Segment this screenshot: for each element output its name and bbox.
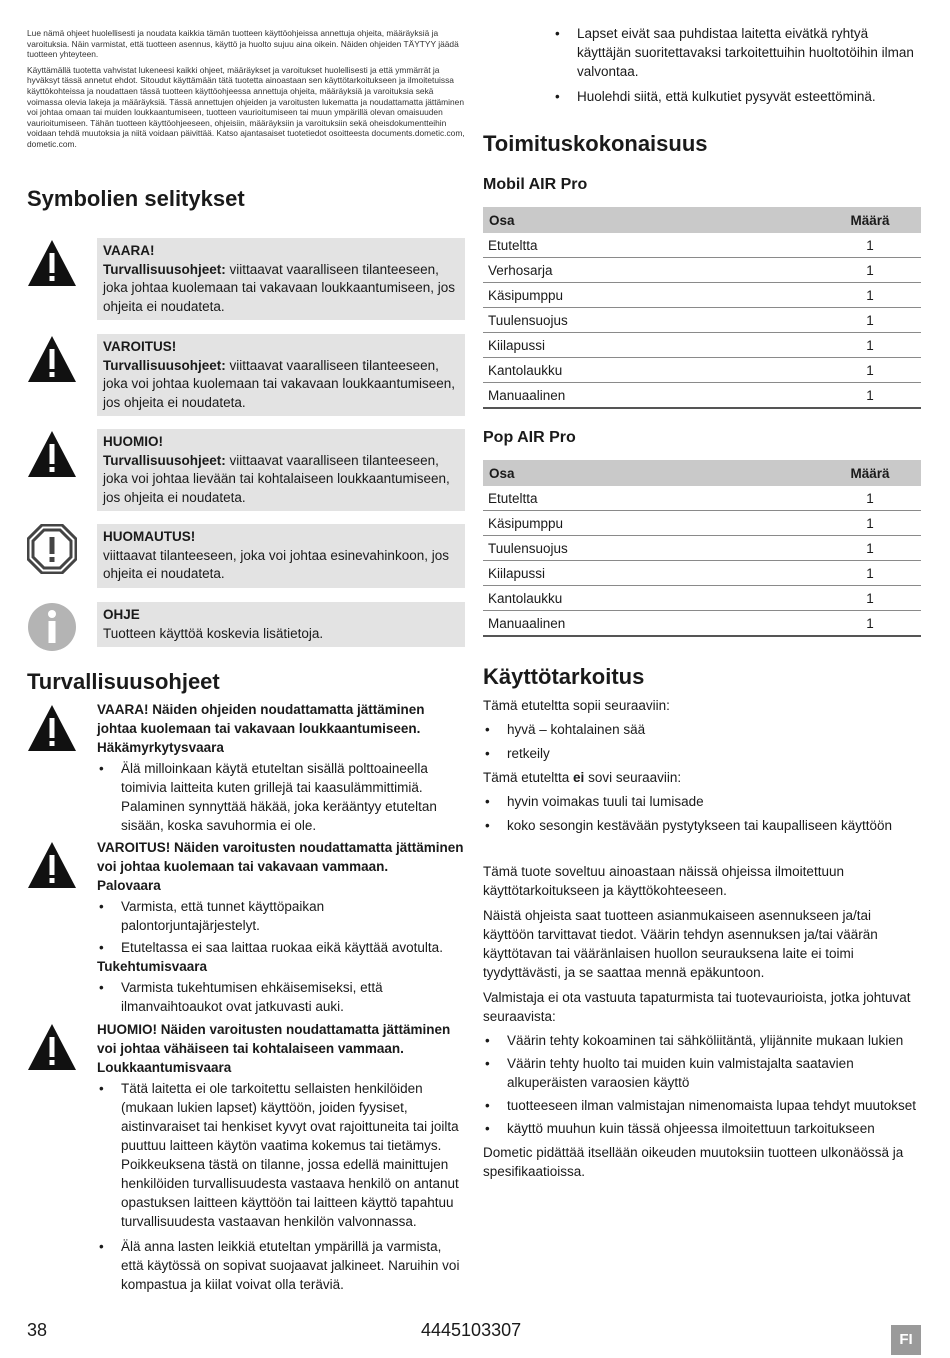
safety-warning-subheading-suffocation: Tukehtumisvaara — [97, 959, 208, 974]
table-cell-quantity: 1 — [819, 258, 921, 283]
table-cell-quantity: 1 — [819, 383, 921, 409]
table-cell-part: Käsipumppu — [483, 511, 819, 536]
table-header-quantity: Määrä — [819, 460, 921, 486]
table-cell-quantity: 1 — [819, 611, 921, 637]
page-number: 38 — [27, 1320, 48, 1340]
warning-triangle-icon — [27, 334, 77, 384]
table-cell-part: Kiilapussi — [483, 333, 819, 358]
table-cell-part: Manuaalinen — [483, 611, 819, 637]
mobil-air-pro-table — [483, 207, 921, 409]
list-item: • tuotteeseen ilman valmistajan nimenomaista lupaa tehdyt muutokset — [483, 1096, 921, 1115]
symbol-info-box — [97, 602, 465, 647]
pop-air-pro-table — [483, 460, 921, 637]
table-cell-quantity: 1 — [819, 283, 921, 308]
list-item: • Väärin tehty kokoaminen tai sähköliitäntä, ylijännite mukaan lukien — [483, 1031, 921, 1050]
list-item: • Älä anna lasten leikkiä etuteltan ympärillä ja varmista, että käytössä on sopivat suojaavat jalkineet. Naruihin voi kompastua ja kiilat voivat olla teräviä. — [97, 1237, 465, 1294]
symbol-caution-lead: Turvallisuusohjeet: — [103, 452, 226, 468]
safety-danger-subheading: Häkämyrkytysvaara — [97, 740, 224, 755]
table-row — [483, 611, 921, 637]
symbol-notice-text: viittaavat tilanteeseen, joka voi johtaa esinevahinkoon, jos ohjeita ei noudateta. — [103, 547, 449, 581]
table-cell-quantity: 1 — [819, 358, 921, 383]
table-cell-part: Kiilapussi — [483, 561, 819, 586]
table-row — [483, 333, 921, 358]
safety-warning-subheading-fire: Palovaara — [97, 878, 161, 893]
symbol-warning-title: VAROITUS! — [103, 339, 177, 354]
symbol-caution-text: viittaavat vaaralliseen tilanteeseen, joka voi johtaa lievään tai kohtalaiseen loukkaantumiseen, jos ohjeita ei noudateta. — [103, 452, 450, 505]
info-circle-icon — [27, 602, 77, 652]
symbol-warning-lead: Turvallisuusohjeet: — [103, 357, 226, 373]
table-cell-quantity: 1 — [819, 536, 921, 561]
symbol-notice-title: HUOMAUTUS! — [103, 529, 196, 544]
table-cell-part: Tuulensuojus — [483, 536, 819, 561]
intro-paragraph-2: Käyttämällä tuotetta vahvistat lukeneesi kaikki ohjeet, määräykset ja varoitukset huolellisesti ja että ymmärrät ja hyväksyt tässä annetut ehdot. Sitoudut käyttämään tätä tuotetta ainoastaan sen käyttötarkoitukseen ja ilmoitetuissa käyttökohteissa ja noudattaen tässä tuotteen käyttöohjeessa annettuja ohjeita, määräyksiä ja varoituksia sekä voimassa olevia lakeja ja määräyksiä. Tässä annettujen ohjeiden ja varoitusten lukematta ja noudattamatta jättäminen voi johtaa omaan tai muiden loukkaantumiseen, tuotteen vaurioitumiseen tai muun ympärillä olevan omaisuuden vaurioitumiseen. Tähän tuotteen käyttöohjeeseen, ohjeisiin, määräyksiin ja varoituksiin sekä oheisdokumentteihin voidaan tehdä muutoksia ja niitä voidaan päivittää. Katso ajantasaiset tuotetiedot osoitteesta documents.dometic.com, dometic.com. — [27, 64, 465, 149]
symbol-info-text: Tuotteen käyttöä koskevia lisätietoja. — [103, 625, 324, 641]
table-cell-part: Etuteltta — [483, 486, 819, 511]
safety-danger-title: VAARA! Näiden ohjeiden noudattamatta jättäminen johtaa kuolemaan tai vakavaan loukkaantumiseen. — [97, 702, 425, 736]
safety-caution-block — [97, 1020, 465, 1294]
symbol-warning-text: viittaavat vaaralliseen tilanteeseen, joka voi johtaa kuolemaan tai vakavaan loukkaantumiseen, jos ohjeita ei noudateta. — [103, 357, 455, 410]
table-header-quantity: Määrä — [819, 207, 921, 233]
table-header-part: Osa — [483, 460, 819, 486]
document-number: 4445103307 — [421, 1320, 522, 1340]
table-cell-part: Käsipumppu — [483, 283, 819, 308]
symbol-danger-lead: Turvallisuusohjeet: — [103, 261, 226, 277]
table-cell-part: Kantolaukku — [483, 586, 819, 611]
table-row — [483, 358, 921, 383]
table-cell-quantity: 1 — [819, 586, 921, 611]
table-cell-part: Etuteltta — [483, 233, 819, 258]
danger-triangle-icon — [27, 703, 77, 753]
symbol-warning-box — [97, 334, 465, 416]
table-cell-quantity: 1 — [819, 308, 921, 333]
purpose-paragraph-4: Dometic pidättää itsellään oikeuden muutoksiin tuotteen ulkonäössä ja spesifikaatioissa. — [483, 1145, 904, 1179]
table-row — [483, 586, 921, 611]
mobil-air-pro-title: Mobil AIR Pro — [483, 176, 588, 193]
table-cell-quantity: 1 — [819, 486, 921, 511]
safety-warning-block — [97, 838, 465, 1016]
warning-triangle-icon — [27, 840, 77, 890]
symbol-danger-box — [97, 238, 465, 320]
symbol-info-title: OHJE — [103, 607, 140, 622]
list-item: • Lapset eivät saa puhdistaa laitetta eivätkä ryhtyä käyttäjän suoritettavaksi tarkoitettuihin huoltotöihin ilman valvontaa. — [553, 24, 921, 81]
language-badge: FI — [891, 1325, 921, 1355]
safety-warning-title: VAROITUS! Näiden varoitusten noudattamatta jättäminen voi johtaa kuolemaan tai vakavaan vammaan. — [97, 840, 464, 874]
purpose-body — [483, 862, 921, 1181]
symbol-caution-box — [97, 429, 465, 511]
table-row — [483, 283, 921, 308]
table-cell-part: Tuulensuojus — [483, 308, 819, 333]
continued-list — [553, 24, 921, 106]
table-row — [483, 536, 921, 561]
table-cell-quantity: 1 — [819, 561, 921, 586]
list-item: • hyvä – kohtalainen sää — [483, 720, 921, 739]
table-row — [483, 511, 921, 536]
list-item: • Etuteltassa ei saa laittaa ruokaa eikä käyttää avotulta. — [97, 938, 465, 957]
table-cell-quantity: 1 — [819, 233, 921, 258]
symbols-heading: Symbolien selitykset — [27, 186, 245, 211]
danger-triangle-icon — [27, 238, 77, 288]
purpose-paragraph-1: Tämä tuote soveltuu ainoastaan näissä ohjeissa ilmoitettuun käyttötarkoitukseen ja käyttökohteeseen. — [483, 864, 844, 898]
table-row — [483, 233, 921, 258]
table-cell-part: Kantolaukku — [483, 358, 819, 383]
table-row — [483, 486, 921, 511]
table-cell-quantity: 1 — [819, 333, 921, 358]
list-item: • Väärin tehty huolto tai muiden kuin valmistajalta saatavien alkuperäisten varaosien käyttö — [483, 1054, 921, 1092]
purpose-heading: Käyttötarkoitus — [483, 664, 645, 689]
table-header-part: Osa — [483, 207, 819, 233]
caution-triangle-icon — [27, 1022, 77, 1072]
caution-triangle-icon — [27, 429, 77, 479]
list-item: • Tätä laitetta ei ole tarkoitettu sellaisten henkilöiden (mukaan lukien lapset) käyttöön, joiden fyysiset, aistinvaraiset tai henkiset kyvyt ovat rajoittuneita tai joilta puuttuu laitteen käytön vaatima kokemus tai tietämys. Poikkeuksena tästä on tilanne, jossa edellä mainittujen henkilöiden turvallisuudesta vastaava henkilö on antanut opastuksen laitteen käyttöön tai laitteen käyttö tapahtuu turvallisuudesta vastaavan henkilön valvonnassa. — [97, 1079, 465, 1231]
table-cell-part: Manuaalinen — [483, 383, 819, 409]
purpose-paragraph-3: Valmistaja ei ota vastuuta tapaturmista tai tuotevaurioista, jotka johtuvat seuraavista: — [483, 990, 911, 1024]
list-item: • käyttö muuhun kuin tässä ohjeessa ilmoitettuun tarkoitukseen — [483, 1119, 921, 1138]
table-cell-part: Verhosarja — [483, 258, 819, 283]
symbol-danger-title: VAARA! — [103, 243, 155, 258]
safety-danger-block — [97, 700, 465, 835]
intro-paragraph-1: Lue nämä ohjeet huolellisesti ja noudata kaikkia tämän tuotteen käyttöohjeissa annettuja ohjeita, määräyksiä ja varoituksia. Näin varmistat, että tuotteen asennus, käyttö ja huolto sujuu aina oikein. Näiden ohjeiden TÄYTYY jäädä tuotteen yhteyteen. — [27, 28, 459, 60]
safety-heading: Turvallisuusohjeet — [27, 669, 220, 694]
purpose-suitable — [483, 696, 921, 835]
symbol-notice-box — [97, 524, 465, 588]
list-item: • Varmista tukehtumisen ehkäisemiseksi, että ilmanvaihtoaukot ovat jatkuvasti auki. — [97, 978, 465, 1016]
table-row — [483, 383, 921, 409]
purpose-not-suitable-intro: Tämä etuteltta ei sovi seuraaviin: — [483, 770, 682, 785]
table-row — [483, 308, 921, 333]
pop-air-pro-title: Pop AIR Pro — [483, 429, 576, 446]
symbol-caution-title: HUOMIO! — [103, 434, 163, 449]
list-item: • Älä milloinkaan käytä etuteltan sisällä polttoaineella toimivia laitteita kuten grillejä tai kaasulämmittimiä. Palaminen synnyttää häkää, joka kerääntyy etuteltan sisään, koska savuhormia ei ole. — [97, 759, 465, 835]
purpose-paragraph-2: Näistä ohjeista saat tuotteen asianmukaiseen asennukseen ja/tai käyttöön tarvittavat tiedot. Väärin tehdyn asennuksen ja/tai väärän käyttötavan tai vääränlaisen huollon seurauksena laite ei toimi tyydyttävästi, ja se saattaa mennä epäkuntoon. — [483, 908, 878, 980]
table-row — [483, 561, 921, 586]
purpose-suitable-intro: Tämä etuteltta sopii seuraaviin: — [483, 698, 670, 713]
table-cell-quantity: 1 — [819, 511, 921, 536]
symbol-danger-text: viittaavat vaaralliseen tilanteeseen, joka johtaa kuolemaan tai vakavaan loukkaantumiseen, jos ohjeita ei noudateta. — [103, 261, 455, 314]
list-item: • koko sesongin kestävään pystytykseen tai kaupalliseen käyttöön — [483, 816, 921, 835]
list-item: • hyvin voimakas tuuli tai lumisade — [483, 792, 921, 811]
intro-text — [27, 28, 465, 155]
list-item: • retkeily — [483, 744, 921, 763]
safety-caution-title: HUOMIO! Näiden varoitusten noudattamatta jättäminen voi johtaa vähäiseen tai kohtalaiseen vammaan. — [97, 1022, 451, 1056]
notice-octagon-icon — [27, 524, 77, 574]
safety-caution-subheading: Loukkaantumisvaara — [97, 1060, 232, 1075]
table-row — [483, 258, 921, 283]
list-item: • Huolehdi siitä, että kulkutiet pysyvät esteettöminä. — [553, 87, 921, 106]
list-item: • Varmista, että tunnet käyttöpaikan palontorjuntajärjestelyt. — [97, 897, 465, 935]
delivery-heading: Toimituskokonaisuus — [483, 131, 708, 156]
